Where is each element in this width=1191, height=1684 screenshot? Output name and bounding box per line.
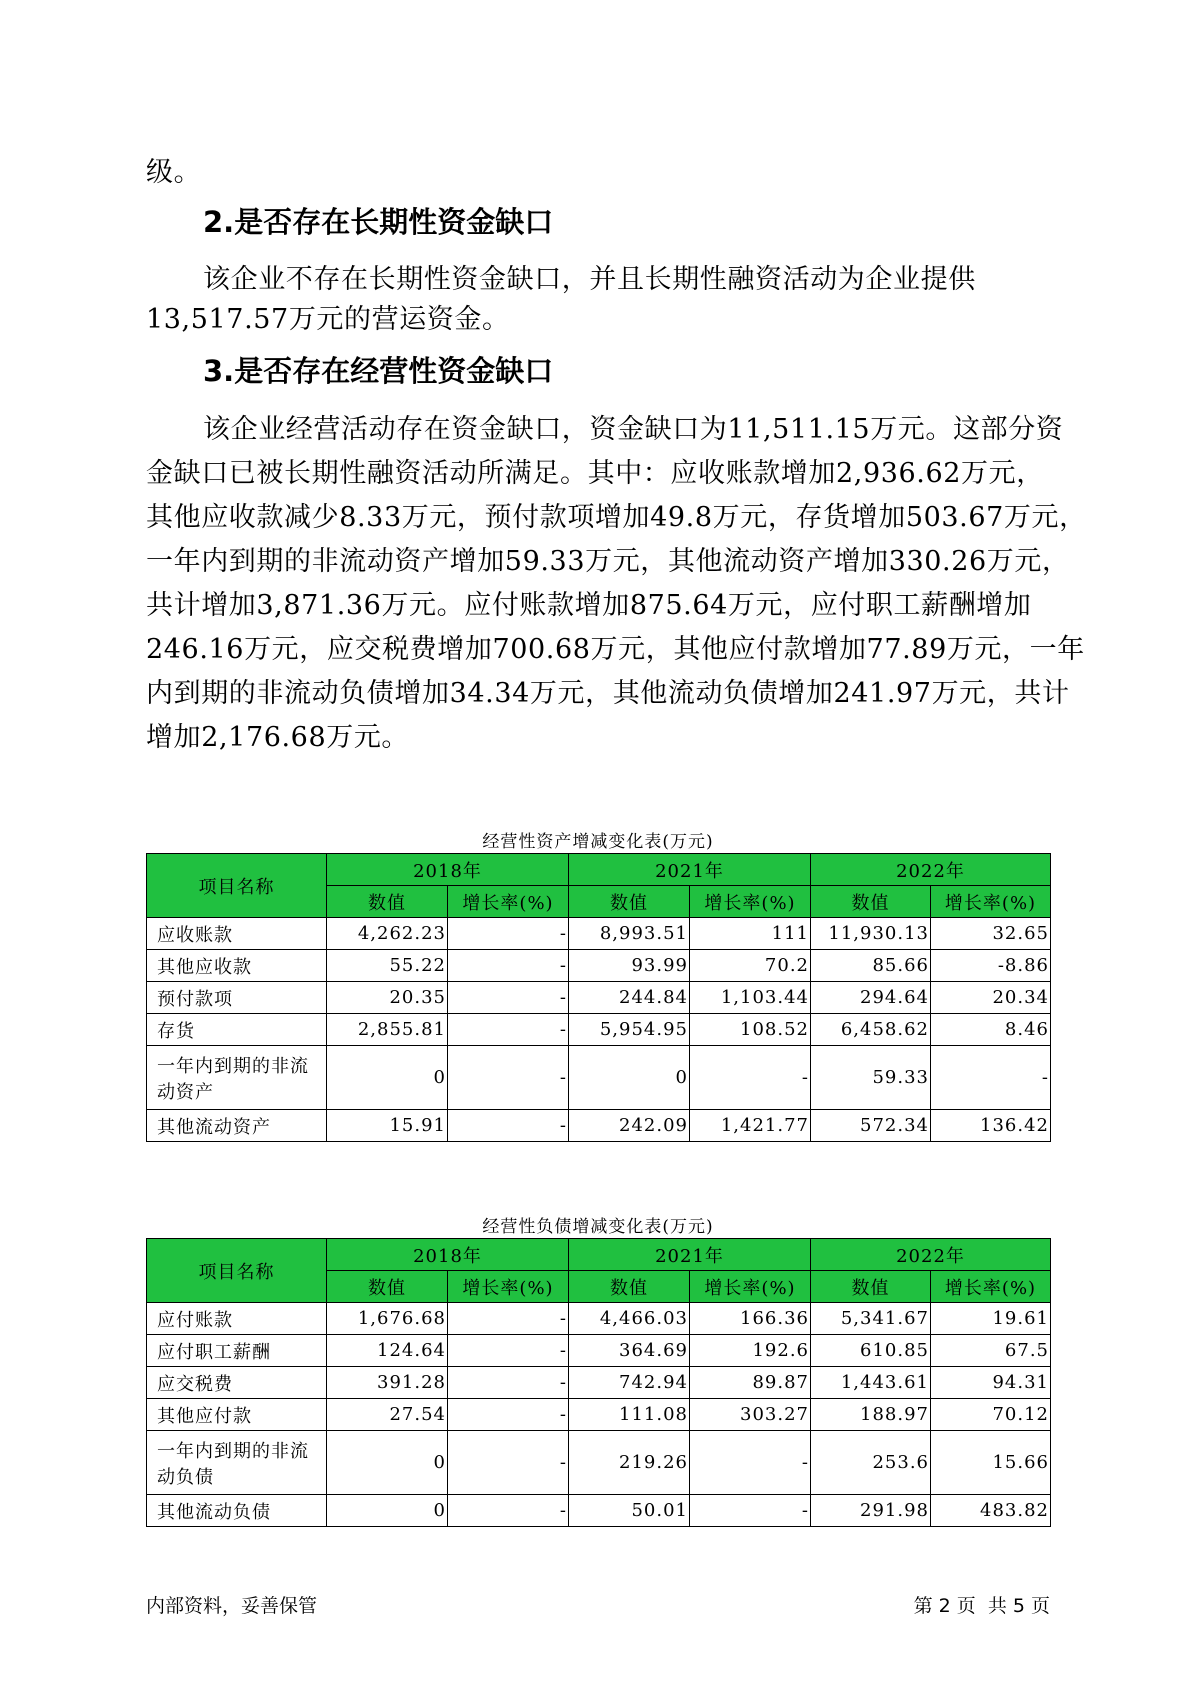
cell-growth-rate: 483.82 (931, 1495, 1051, 1527)
text-line: 其他应收款减少8.33万元，预付款项增加49.8万元，存货增加503.67万元， (146, 502, 1087, 533)
cell-value: 253.6 (811, 1431, 931, 1495)
cell-value: 59.33 (811, 1046, 931, 1110)
cell-growth-rate: 1,103.44 (690, 982, 811, 1014)
cell-value: 244.84 (569, 982, 690, 1014)
cell-growth-rate: - (690, 1431, 811, 1495)
row-item-name (147, 1399, 327, 1431)
assets-table-caption: 经营性资产增减变化表(万元) (482, 832, 714, 852)
text-line: 该企业不存在长期性资金缺口，并且长期性融资活动为企业提供 (203, 264, 976, 295)
table-row (147, 1046, 1051, 1110)
table-row (147, 1014, 1051, 1046)
row-item-name (147, 1495, 327, 1527)
header-growth: 增长率(%) (690, 886, 811, 918)
header-year: 2021年 (569, 854, 811, 886)
cell-growth-rate: 70.12 (931, 1399, 1051, 1431)
cell-growth-rate: 1,421.77 (690, 1110, 811, 1142)
cell-value: 391.28 (327, 1367, 448, 1399)
cell-growth-rate: - (448, 1431, 569, 1495)
cell-growth-rate: - (448, 1367, 569, 1399)
text-line: 级。 (146, 157, 202, 188)
cell-value: 742.94 (569, 1367, 690, 1399)
cell-value: 364.69 (569, 1335, 690, 1367)
row-item-name-part: 动负债 (157, 1466, 214, 1488)
header-growth: 增长率(%) (931, 1271, 1051, 1303)
cell-value: 15.91 (327, 1110, 448, 1142)
cell-value: 4,262.23 (327, 918, 448, 950)
header-value: 数值 (569, 886, 690, 918)
footer-confidential: 内部资料，妥善保管 (146, 1595, 318, 1617)
cell-growth-rate: 32.65 (931, 918, 1051, 950)
cell-value: 93.99 (569, 950, 690, 982)
cell-growth-rate: 19.61 (931, 1303, 1051, 1335)
header-item-name: 项目名称 (147, 1239, 327, 1303)
row-item-name-part: 存货 (157, 1020, 195, 1042)
header-year: 2022年 (811, 854, 1051, 886)
cell-value: 294.64 (811, 982, 931, 1014)
row-item-name-part: 其他流动资产 (157, 1116, 271, 1138)
cell-value: 6,458.62 (811, 1014, 931, 1046)
row-item-name-part: 动资产 (157, 1081, 214, 1103)
row-item-name (147, 982, 327, 1014)
cell-value: 85.66 (811, 950, 931, 982)
cell-value: 610.85 (811, 1335, 931, 1367)
row-item-name-part: 预付款项 (157, 988, 233, 1010)
row-item-name-part: 其他应付款 (157, 1405, 252, 1427)
table-row (147, 1110, 1051, 1142)
cell-value: 20.35 (327, 982, 448, 1014)
cell-growth-rate: 89.87 (690, 1367, 811, 1399)
cell-growth-rate: - (448, 950, 569, 982)
row-item-name (147, 950, 327, 982)
header-growth: 增长率(%) (448, 886, 569, 918)
cell-growth-rate: 94.31 (931, 1367, 1051, 1399)
cell-value: 124.64 (327, 1335, 448, 1367)
table-row (147, 950, 1051, 982)
cell-growth-rate: -8.86 (931, 950, 1051, 982)
text-line: 246.16万元，应交税费增加700.68万元，其他应付款增加77.89万元，一年 (146, 634, 1085, 665)
cell-value: 50.01 (569, 1495, 690, 1527)
header-value: 数值 (811, 1271, 931, 1303)
text-line: 金缺口已被长期性融资活动所满足。其中：应收账款增加2,936.62万元， (146, 458, 1044, 489)
section-heading-3: 3.是否存在经营性资金缺口 (203, 354, 554, 388)
section-heading-2: 2.是否存在长期性资金缺口 (203, 205, 554, 239)
cell-growth-rate: - (448, 1046, 569, 1110)
cell-value: 2,855.81 (327, 1014, 448, 1046)
cell-growth-rate: 20.34 (931, 982, 1051, 1014)
cell-growth-rate: - (448, 1335, 569, 1367)
row-item-name-part: 应收账款 (157, 924, 233, 946)
header-growth: 增长率(%) (448, 1271, 569, 1303)
row-item-name (147, 1014, 327, 1046)
row-item-name-part: 应付账款 (157, 1309, 233, 1331)
cell-value: 5,341.67 (811, 1303, 931, 1335)
cell-growth-rate: - (448, 1110, 569, 1142)
cell-growth-rate: - (448, 982, 569, 1014)
table-row (147, 982, 1051, 1014)
cell-growth-rate: - (690, 1046, 811, 1110)
row-item-name-part: 一年内到期的非流 (157, 1055, 309, 1077)
cell-value: 11,930.13 (811, 918, 931, 950)
table-row (147, 1367, 1051, 1399)
cell-value: 8,993.51 (569, 918, 690, 950)
row-item-name (147, 1303, 327, 1335)
cell-growth-rate: 8.46 (931, 1014, 1051, 1046)
cell-value: 0 (327, 1431, 448, 1495)
cell-value: 1,676.68 (327, 1303, 448, 1335)
cell-growth-rate: 67.5 (931, 1335, 1051, 1367)
table-row (147, 1431, 1051, 1495)
table-row (147, 1335, 1051, 1367)
cell-value: 4,466.03 (569, 1303, 690, 1335)
header-growth: 增长率(%) (690, 1271, 811, 1303)
assets-table (146, 853, 1051, 1142)
header-value: 数值 (811, 886, 931, 918)
cell-value: 27.54 (327, 1399, 448, 1431)
table-row (147, 1303, 1051, 1335)
row-item-name (147, 1110, 327, 1142)
header-year: 2018年 (327, 1239, 569, 1271)
liabilities-table-caption: 经营性负债增减变化表(万元) (482, 1217, 714, 1237)
text-line: 共计增加3,871.36万元。应付账款增加875.64万元，应付职工薪酬增加 (146, 590, 1032, 621)
header-year: 2021年 (569, 1239, 811, 1271)
cell-growth-rate: 70.2 (690, 950, 811, 982)
row-item-name-part: 应付职工薪酬 (157, 1341, 271, 1363)
row-item-name (147, 918, 327, 950)
liabilities-table (146, 1238, 1051, 1527)
cell-growth-rate: - (690, 1495, 811, 1527)
cell-growth-rate: 136.42 (931, 1110, 1051, 1142)
cell-value: 242.09 (569, 1110, 690, 1142)
cell-growth-rate: - (448, 1014, 569, 1046)
table-row (147, 918, 1051, 950)
cell-growth-rate: - (931, 1046, 1051, 1110)
cell-growth-rate: - (448, 1303, 569, 1335)
cell-growth-rate: - (448, 1495, 569, 1527)
header-value: 数值 (327, 886, 448, 918)
row-item-name-part: 应交税费 (157, 1373, 233, 1395)
header-item-name: 项目名称 (147, 854, 327, 918)
text-line: 一年内到期的非流动资产增加59.33万元，其他流动资产增加330.26万元， (146, 546, 1070, 577)
cell-value: 5,954.95 (569, 1014, 690, 1046)
cell-growth-rate: 111 (690, 918, 811, 950)
cell-value: 0 (327, 1495, 448, 1527)
cell-value: 0 (327, 1046, 448, 1110)
cell-growth-rate: - (448, 1399, 569, 1431)
cell-value: 55.22 (327, 950, 448, 982)
table-row (147, 1399, 1051, 1431)
text-line: 增加2,176.68万元。 (146, 722, 410, 753)
row-item-name (147, 1335, 327, 1367)
cell-growth-rate: - (448, 918, 569, 950)
row-item-name-part: 其他应收款 (157, 956, 252, 978)
row-item-name (147, 1046, 327, 1110)
cell-growth-rate: 108.52 (690, 1014, 811, 1046)
header-value: 数值 (569, 1271, 690, 1303)
row-item-name (147, 1367, 327, 1399)
header-growth: 增长率(%) (931, 886, 1051, 918)
cell-value: 0 (569, 1046, 690, 1110)
text-line: 内到期的非流动负债增加34.34万元，其他流动负债增加241.97万元，共计 (146, 678, 1070, 709)
cell-value: 1,443.61 (811, 1367, 931, 1399)
row-item-name-part: 其他流动负债 (157, 1501, 271, 1523)
cell-value: 188.97 (811, 1399, 931, 1431)
cell-value: 572.34 (811, 1110, 931, 1142)
cell-value: 291.98 (811, 1495, 931, 1527)
header-year: 2018年 (327, 854, 569, 886)
row-item-name-part: 一年内到期的非流 (157, 1440, 309, 1462)
header-value: 数值 (327, 1271, 448, 1303)
cell-growth-rate: 166.36 (690, 1303, 811, 1335)
text-line: 13,517.57万元的营运资金。 (146, 304, 510, 335)
cell-growth-rate: 303.27 (690, 1399, 811, 1431)
text-line: 该企业经营活动存在资金缺口，资金缺口为11,511.15万元。这部分资 (203, 414, 1064, 445)
cell-growth-rate: 15.66 (931, 1431, 1051, 1495)
row-item-name (147, 1431, 327, 1495)
cell-growth-rate: 192.6 (690, 1335, 811, 1367)
header-year: 2022年 (811, 1239, 1051, 1271)
cell-value: 111.08 (569, 1399, 690, 1431)
table-row (147, 1495, 1051, 1527)
cell-value: 219.26 (569, 1431, 690, 1495)
footer-page-number: 第 2 页 共 5 页 (913, 1595, 1050, 1617)
